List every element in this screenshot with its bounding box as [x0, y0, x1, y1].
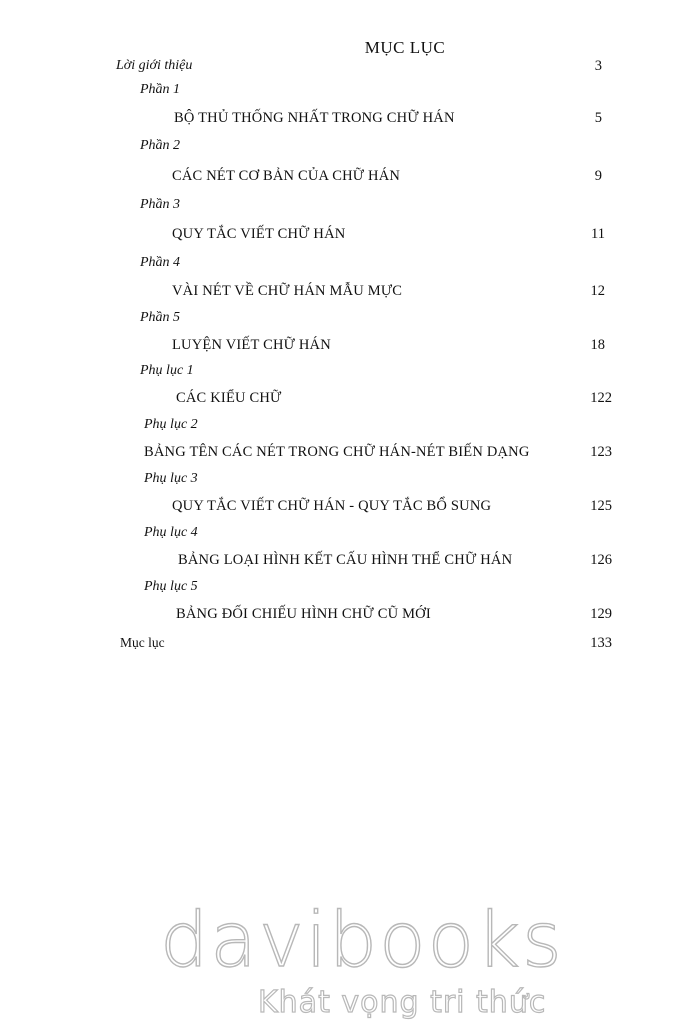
toc-heading: QUY TẮC VIẾT CHỮ HÁN: [172, 226, 346, 242]
toc-page-number: 11: [591, 226, 605, 242]
toc-page-number: 126: [590, 552, 612, 568]
toc-page-number: 129: [590, 606, 612, 622]
toc-heading: CÁC KIỂU CHỮ: [176, 390, 282, 406]
toc-page-number: 123: [590, 444, 612, 460]
watermark-brand: davibooks: [160, 895, 564, 984]
toc-page-number: 122: [590, 390, 612, 406]
toc-part-label: Phần 5: [140, 310, 181, 325]
toc-page-number: 18: [590, 337, 605, 353]
page-title: MỤC LỤC: [364, 38, 446, 57]
toc-part-label: Phụ lục 4: [144, 525, 198, 540]
toc-heading: VÀI NÉT VỀ CHỮ HÁN MẪU MỰC: [172, 283, 403, 299]
toc-heading: BỘ THỦ THỐNG NHẤT TRONG CHỮ HÁN: [174, 110, 455, 126]
toc-page-number: 5: [594, 110, 602, 126]
toc-heading: BẢNG ĐỐI CHIẾU HÌNH CHỮ CŨ MỚI: [176, 606, 431, 622]
toc-contents-label: Mục lục: [120, 635, 165, 650]
watermark-slogan: Khát vọng tri thức: [258, 985, 547, 1020]
toc-part-label: Phần 2: [140, 138, 181, 153]
toc-intro-label: Lời giới thiệu: [116, 58, 193, 73]
toc-part-label: Phần 3: [140, 197, 181, 212]
toc-contents-page: 133: [590, 635, 612, 651]
toc-heading: CÁC NÉT CƠ BẢN CỦA CHỮ HÁN: [172, 168, 401, 184]
toc-part-label: Phụ lục 1: [140, 363, 194, 378]
toc-heading: BẢNG LOẠI HÌNH KẾT CẤU HÌNH THỂ CHỮ HÁN: [178, 552, 513, 568]
toc-page-number: 9: [594, 168, 602, 184]
toc-heading: BẢNG TÊN CÁC NÉT TRONG CHỮ HÁN-NÉT BIẾN DẠNG: [144, 444, 530, 460]
toc-part-label: Phụ lục 2: [144, 417, 198, 432]
toc-part-label: Phần 4: [140, 255, 181, 270]
toc-part-label: Phần 1: [140, 82, 181, 97]
toc-part-label: Phụ lục 3: [144, 471, 198, 486]
toc-page-number: 125: [590, 498, 612, 514]
toc-part-label: Phụ lục 5: [144, 579, 198, 594]
toc-page-number: 12: [590, 283, 605, 299]
toc-heading: QUY TẮC VIẾT CHỮ HÁN - QUY TẮC BỔ SUNG: [172, 498, 492, 514]
toc-intro-page: 3: [594, 58, 602, 74]
toc-heading: LUYỆN VIẾT CHỮ HÁN: [172, 337, 331, 353]
